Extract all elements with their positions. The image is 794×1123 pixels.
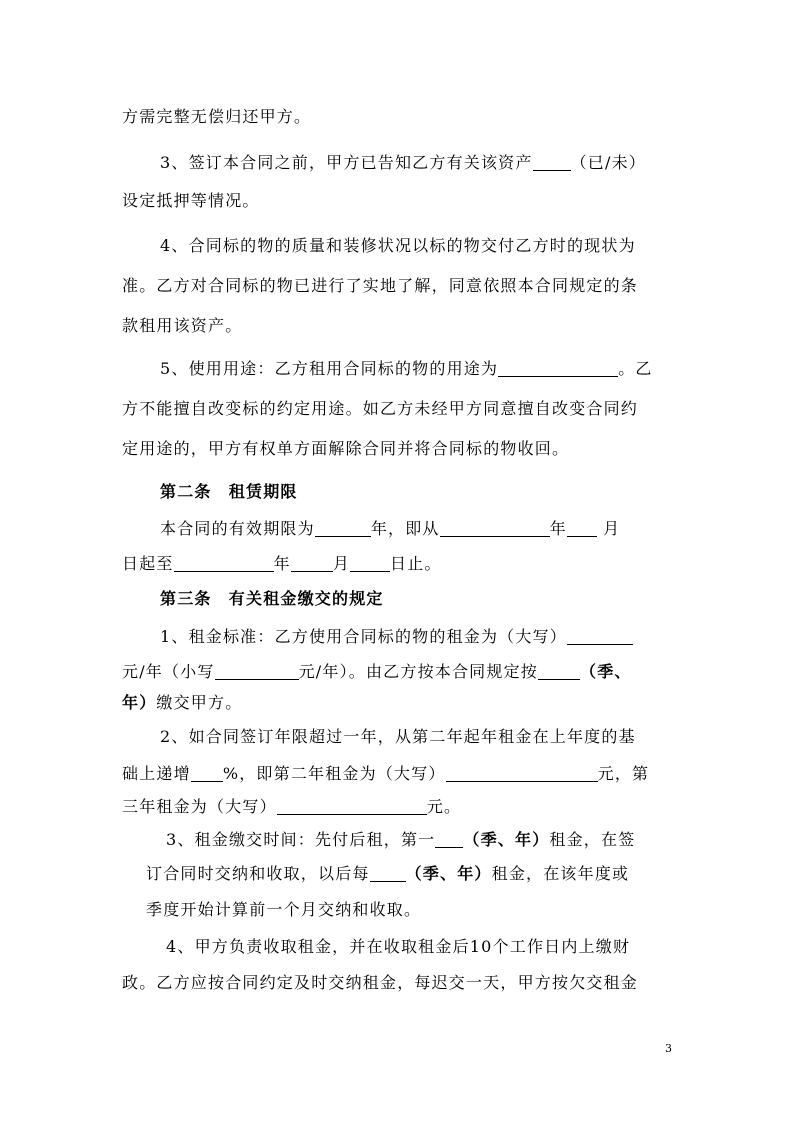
blank-field [277,798,427,815]
term-line [160,518,620,540]
collection-line [166,936,630,958]
text: 月 [332,554,351,573]
blank-field [315,520,371,537]
page-number: 3 [665,1042,672,1055]
text: 定用途的，甲方有权单方面解除合同并将合同标的物收回。 [122,439,570,458]
collection-line [122,972,638,994]
blank-field [533,154,571,171]
text: 年 [273,554,291,573]
text: 础上递增 [122,764,191,783]
blank-field [291,555,333,572]
text: 本合同的有效期限为 [160,519,315,538]
text: 3、签订本合同之前，甲方已告知乙方有关该资产 [160,153,533,172]
blank-field [446,765,598,782]
text: （季、 [580,662,632,681]
text: 款租用该资产。 [122,316,243,335]
text: 日止。 [390,554,442,573]
text-line [122,190,260,212]
text: 4、甲方负责收取租金，并在收取租金后10个工作日内上缴财 [166,937,631,956]
text: 3、租金缴交时间：先付后租，第一 [166,830,436,849]
blank-field [215,663,299,680]
text: 方不能擅自改变标的约定用途。如乙方未经甲方同意擅自改变合同约 [122,399,639,418]
increase-line [160,726,636,748]
payment-time-line [166,829,635,851]
text: （已/未） [570,153,646,172]
blank-field [435,831,463,848]
text: 季度开始计算前一个月交纳和收取。 [146,900,422,919]
blank-field [498,360,618,377]
blank-field [191,765,223,782]
text: 。乙 [618,359,653,378]
text: 设定抵押等情况。 [122,191,260,210]
clause-5-line [160,358,653,380]
rent-line [122,692,242,714]
text: 年） [122,693,157,712]
text: 5、使用用途：乙方租用合同标的物的用途为 [160,359,499,378]
text: 政。乙方应按合同约定及时交纳租金，每迟交一天，甲方按欠交租金 [122,973,639,992]
text: 日起至 [122,554,174,573]
blank-field [370,865,406,882]
text: %，即第二年租金为（大写） [222,764,446,783]
blank-field [350,555,390,572]
increase-line [122,796,461,818]
text: 三年租金为（大写） [122,797,277,816]
text: 4、合同标的物的质量和装修状况以标的物交付乙方时的现状为 [160,236,636,255]
article-2-heading [160,481,298,503]
text: 订合同时交纳和收取，以后每 [146,864,370,883]
text: 2、如合同签订年限超过一年，从第二年起年租金在上年度的基 [160,727,636,746]
text: 1、租金标准：乙方使用合同标的物的租金为（大写） [160,627,567,646]
blank-field [174,555,274,572]
blank-field [538,663,580,680]
text-line [122,106,311,128]
text: 元/年（小写 [122,662,215,681]
blank-field [567,520,597,537]
text: 元/年）。由乙方按本合同规定按 [298,662,538,681]
text: 第二条 租赁期限 [160,482,298,501]
blank-field [440,520,550,537]
increase-line [122,763,649,785]
text: （季、年） [405,864,492,883]
text: （季、年） [463,830,550,849]
text: 年，即从 [370,519,440,538]
text-line [122,398,638,420]
clause-3-line [160,152,646,174]
text: 租金，在该年度或 [491,864,630,883]
text: 元，第 [597,764,650,783]
article-3-heading [160,588,384,610]
text: 租金，在签 [549,830,636,849]
text: 缴交甲方。 [156,693,243,712]
rent-line [160,626,633,648]
clause-4-line [160,235,636,257]
text: 月 [603,519,621,538]
text: 元。 [426,797,462,816]
text: 方需完整无偿归还甲方。 [122,107,312,126]
text-line [122,275,638,297]
payment-time-line [146,899,421,921]
term-line [122,553,442,575]
text: 年 [549,519,567,538]
text-line [122,315,242,337]
text: 第三条 有关租金缴交的规定 [160,589,384,608]
rent-line [122,661,632,683]
text: 准。乙方对合同标的物已进行了实地了解，同意依照本合同规定的条 [122,276,639,295]
text-line [122,438,569,460]
payment-time-line [146,863,629,885]
blank-field [567,628,633,645]
